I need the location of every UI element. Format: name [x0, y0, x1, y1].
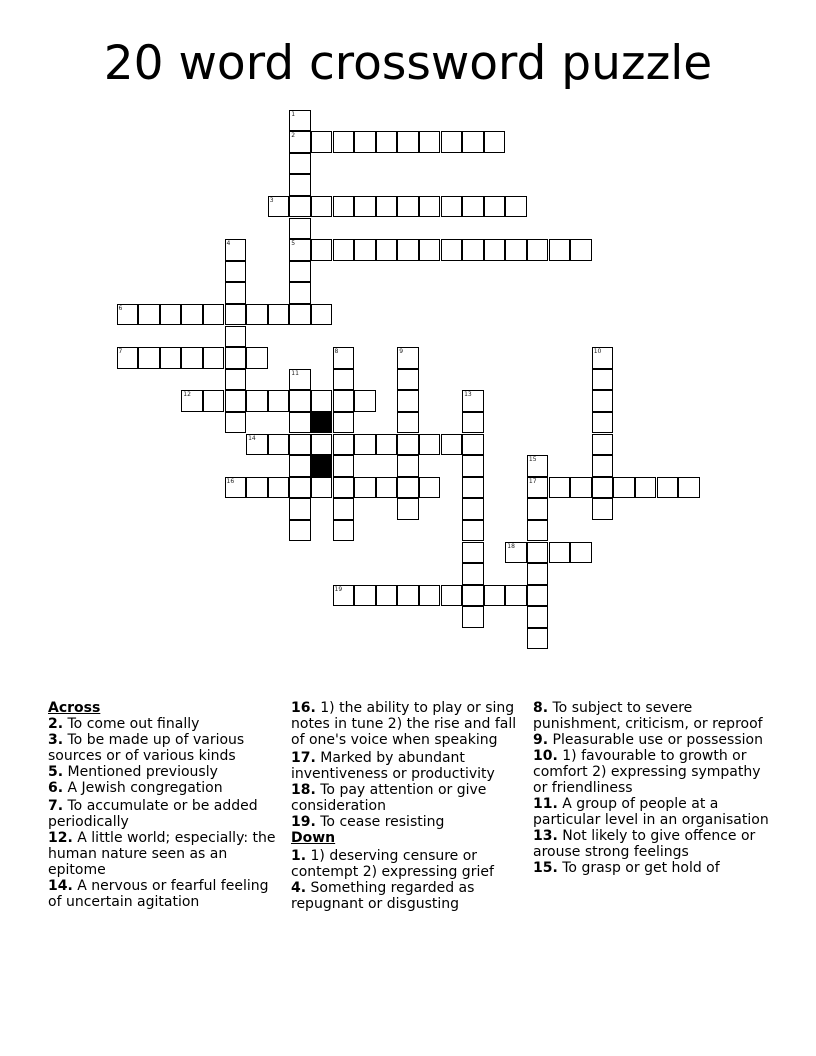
- grid-cell[interactable]: [333, 196, 355, 218]
- grid-cell[interactable]: [462, 196, 484, 218]
- grid-cell[interactable]: [268, 304, 290, 326]
- clue-number-label: 11: [291, 369, 299, 377]
- grid-cell[interactable]: [613, 477, 635, 499]
- puzzle-title: 20 word crossword puzzle: [103, 36, 713, 91]
- grid-cell[interactable]: [311, 390, 333, 412]
- grid-cell[interactable]: [657, 477, 679, 499]
- grid-cell[interactable]: [441, 239, 463, 261]
- grid-cell[interactable]: [289, 304, 311, 326]
- grid-cell[interactable]: [592, 347, 614, 369]
- clue-text: 1) favourable to growth or comfort 2) expressing sympathy or friendliness: [533, 748, 761, 796]
- clue-text: To come out finally: [63, 716, 200, 732]
- grid-cell[interactable]: [289, 261, 311, 283]
- grid-cell[interactable]: [397, 369, 419, 391]
- grid-cell[interactable]: [333, 455, 355, 477]
- clue-number-label: 6: [118, 304, 123, 312]
- grid-cell[interactable]: [203, 304, 225, 326]
- clue-number-label: 14: [248, 434, 256, 442]
- clue-number-label: 5: [291, 240, 296, 248]
- grid-cell[interactable]: [397, 347, 419, 369]
- clue-across-12: [48, 830, 280, 878]
- grid-cell[interactable]: [462, 412, 484, 434]
- clue-number: 8.: [533, 700, 549, 716]
- grid-cell[interactable]: [268, 477, 290, 499]
- grid-cell[interactable]: [484, 131, 506, 153]
- clue-number: 18.: [291, 782, 316, 798]
- grid-cell[interactable]: [203, 390, 225, 412]
- grid-cell[interactable]: [354, 477, 376, 499]
- grid-cell[interactable]: [462, 585, 484, 607]
- clue-text: Not likely to give offence or arouse strong feelings: [533, 828, 756, 860]
- clue-number-label: 10: [593, 348, 602, 356]
- clue-across-2: [48, 716, 280, 732]
- clue-text: Something regarded as repugnant or disgusting: [291, 880, 475, 912]
- clue-text: Marked by abundant inventiveness or productivity: [291, 750, 495, 782]
- clue-down-13: [533, 828, 773, 860]
- clue-number: 9.: [533, 732, 549, 748]
- grid-cell[interactable]: [333, 498, 355, 520]
- clue-number-label: 4: [226, 240, 231, 248]
- grid-cell[interactable]: [397, 390, 419, 412]
- clue-number-label: 7: [118, 348, 123, 356]
- clue-text: A group of people at a particular level in an organisation: [533, 796, 769, 828]
- grid-cell[interactable]: [289, 455, 311, 477]
- grid-cell[interactable]: [289, 153, 311, 175]
- grid-cell[interactable]: [462, 455, 484, 477]
- grid-cell[interactable]: [462, 563, 484, 585]
- black-cell: [311, 455, 333, 477]
- grid-cell[interactable]: [592, 434, 614, 456]
- clue-number: 11.: [533, 796, 558, 812]
- grid-cell[interactable]: [354, 585, 376, 607]
- grid-cell[interactable]: [333, 347, 355, 369]
- grid-cell[interactable]: [289, 218, 311, 240]
- grid-cell[interactable]: [376, 196, 398, 218]
- clue-number-label: 1: [291, 110, 296, 118]
- clue-number-label: 13: [464, 391, 472, 399]
- grid-cell[interactable]: [225, 282, 247, 304]
- clue-down-15: [533, 860, 773, 876]
- grid-cell[interactable]: [441, 131, 463, 153]
- grid-cell[interactable]: [635, 477, 657, 499]
- grid-cell[interactable]: [527, 606, 549, 628]
- clue-text: To grasp or get hold of: [557, 860, 720, 876]
- grid-cell[interactable]: [397, 585, 419, 607]
- grid-cell[interactable]: [311, 196, 333, 218]
- clue-column-1: [48, 700, 280, 910]
- clue-text: 1) the ability to play or sing notes in tune 2) the rise and fall of one's voice when speaking: [291, 700, 517, 748]
- clue-number: 17.: [291, 750, 316, 766]
- grid-cell[interactable]: [376, 239, 398, 261]
- grid-cell[interactable]: [268, 196, 290, 218]
- grid-cell[interactable]: [570, 542, 592, 564]
- grid-cell[interactable]: [289, 239, 311, 261]
- grid-cell[interactable]: [462, 390, 484, 412]
- grid-cell[interactable]: [527, 563, 549, 585]
- clue-number: 3.: [48, 732, 64, 748]
- grid-cell[interactable]: [484, 196, 506, 218]
- grid-cell[interactable]: [289, 110, 311, 132]
- grid-cell[interactable]: [225, 304, 247, 326]
- clue-across-7: [48, 798, 280, 830]
- clue-number: 15.: [533, 860, 558, 876]
- grid-cell[interactable]: [333, 369, 355, 391]
- grid-cell[interactable]: [225, 261, 247, 283]
- across-heading: Across: [48, 700, 101, 716]
- clue-number: 4.: [291, 880, 307, 896]
- grid-cell[interactable]: [289, 520, 311, 542]
- clue-number-label: 19: [334, 585, 343, 593]
- grid-cell[interactable]: [376, 477, 398, 499]
- grid-cell[interactable]: [397, 239, 419, 261]
- grid-cell[interactable]: [160, 304, 182, 326]
- grid-cell[interactable]: [549, 542, 571, 564]
- grid-cell[interactable]: [333, 585, 355, 607]
- grid-cell[interactable]: [225, 369, 247, 391]
- clue-number-label: 2: [291, 132, 296, 140]
- grid-cell[interactable]: [419, 585, 441, 607]
- grid-cell[interactable]: [311, 304, 333, 326]
- grid-cell[interactable]: [311, 239, 333, 261]
- grid-cell[interactable]: [289, 412, 311, 434]
- grid-cell[interactable]: [138, 304, 160, 326]
- clue-text: To cease resisting: [315, 814, 445, 830]
- grid-cell[interactable]: [419, 239, 441, 261]
- grid-cell[interactable]: [570, 477, 592, 499]
- clue-text: Mentioned previously: [63, 764, 218, 780]
- grid-cell[interactable]: [419, 434, 441, 456]
- grid-cell[interactable]: [181, 390, 203, 412]
- clue-text: To subject to severe punishment, criticism, or reproof: [533, 700, 763, 732]
- grid-cell[interactable]: [397, 434, 419, 456]
- clue-text: To pay attention or give consideration: [291, 782, 487, 814]
- grid-cell[interactable]: [462, 239, 484, 261]
- grid-cell[interactable]: [462, 131, 484, 153]
- grid-cell[interactable]: [592, 390, 614, 412]
- clue-number: 1.: [291, 848, 307, 864]
- grid-cell[interactable]: [397, 412, 419, 434]
- grid-cell[interactable]: [354, 434, 376, 456]
- grid-cell[interactable]: [333, 477, 355, 499]
- grid-cell[interactable]: [160, 347, 182, 369]
- grid-cell[interactable]: [289, 174, 311, 196]
- grid-cell[interactable]: [268, 390, 290, 412]
- clue-text: A nervous or fearful feeling of uncertain agitation: [48, 878, 269, 910]
- clue-number: 2.: [48, 716, 64, 732]
- clue-across-18: [291, 782, 527, 814]
- grid-cell[interactable]: [419, 477, 441, 499]
- grid-cell[interactable]: [225, 477, 247, 499]
- grid-cell[interactable]: [549, 477, 571, 499]
- clue-text: A little world; especially: the human nature seen as an epitome: [48, 830, 276, 878]
- clue-number: 16.: [291, 700, 316, 716]
- grid-cell[interactable]: [527, 239, 549, 261]
- crossword-grid: [117, 110, 717, 670]
- grid-cell[interactable]: [419, 131, 441, 153]
- grid-cell[interactable]: [527, 585, 549, 607]
- clue-across-3: [48, 732, 280, 764]
- grid-cell[interactable]: [462, 477, 484, 499]
- clue-text: 1) deserving censure or contempt 2) expressing grief: [291, 848, 494, 880]
- grid-cell[interactable]: [462, 434, 484, 456]
- grid-cell[interactable]: [462, 498, 484, 520]
- grid-cell[interactable]: [592, 369, 614, 391]
- grid-cell[interactable]: [570, 239, 592, 261]
- grid-cell[interactable]: [333, 239, 355, 261]
- grid-cell[interactable]: [527, 520, 549, 542]
- grid-cell[interactable]: [397, 196, 419, 218]
- clue-text: Pleasurable use or possession: [548, 732, 763, 748]
- grid-cell[interactable]: [441, 196, 463, 218]
- clue-column-2: [291, 700, 527, 912]
- grid-cell[interactable]: [354, 239, 376, 261]
- clue-across-17: [291, 750, 527, 782]
- clue-number: 10.: [533, 748, 558, 764]
- clue-number-label: 8: [334, 348, 339, 356]
- grid-cell[interactable]: [484, 239, 506, 261]
- grid-cell[interactable]: [289, 390, 311, 412]
- grid-cell[interactable]: [419, 196, 441, 218]
- clue-number-label: 18: [507, 542, 515, 550]
- grid-cell[interactable]: [117, 347, 139, 369]
- grid-cell[interactable]: [354, 131, 376, 153]
- grid-cell[interactable]: [246, 304, 268, 326]
- grid-cell[interactable]: [354, 196, 376, 218]
- grid-cell[interactable]: [527, 455, 549, 477]
- grid-cell[interactable]: [397, 131, 419, 153]
- grid-cell[interactable]: [289, 196, 311, 218]
- clue-number: 5.: [48, 764, 64, 780]
- clue-number: 13.: [533, 828, 558, 844]
- clue-down-4: [291, 880, 527, 912]
- grid-cell[interactable]: [246, 347, 268, 369]
- grid-cell[interactable]: [462, 606, 484, 628]
- grid-cell[interactable]: [678, 477, 700, 499]
- clue-number-label: 15: [528, 456, 537, 464]
- grid-cell[interactable]: [246, 434, 268, 456]
- grid-cell[interactable]: [505, 239, 527, 261]
- grid-cell[interactable]: [397, 455, 419, 477]
- grid-cell[interactable]: [225, 412, 247, 434]
- black-cell: [311, 412, 333, 434]
- grid-cell[interactable]: [246, 477, 268, 499]
- grid-cell[interactable]: [311, 434, 333, 456]
- clue-down-10: [533, 748, 773, 796]
- grid-cell[interactable]: [333, 390, 355, 412]
- clue-across-5: [48, 764, 280, 780]
- grid-cell[interactable]: [441, 434, 463, 456]
- grid-cell[interactable]: [289, 282, 311, 304]
- grid-cell[interactable]: [181, 304, 203, 326]
- grid-cell[interactable]: [138, 347, 160, 369]
- grid-cell[interactable]: [484, 585, 506, 607]
- grid-cell[interactable]: [592, 412, 614, 434]
- grid-cell[interactable]: [333, 131, 355, 153]
- clue-number-label: 17: [528, 477, 537, 485]
- grid-cell[interactable]: [505, 542, 527, 564]
- grid-cell[interactable]: [225, 347, 247, 369]
- clue-number: 14.: [48, 878, 73, 894]
- clue-across-16: [291, 700, 527, 748]
- grid-cell[interactable]: [505, 196, 527, 218]
- grid-cell[interactable]: [441, 585, 463, 607]
- grid-cell[interactable]: [117, 304, 139, 326]
- grid-cell[interactable]: [527, 542, 549, 564]
- grid-cell[interactable]: [376, 585, 398, 607]
- grid-cell[interactable]: [592, 498, 614, 520]
- clue-number: 6.: [48, 780, 64, 796]
- clue-number-label: 9: [399, 348, 404, 356]
- grid-cell[interactable]: [592, 455, 614, 477]
- clue-down-11: [533, 796, 773, 828]
- grid-cell[interactable]: [225, 390, 247, 412]
- grid-cell[interactable]: [462, 542, 484, 564]
- down-heading: Down: [291, 830, 336, 846]
- grid-cell[interactable]: [527, 498, 549, 520]
- grid-cell[interactable]: [311, 131, 333, 153]
- grid-cell[interactable]: [376, 434, 398, 456]
- grid-cell[interactable]: [549, 239, 571, 261]
- grid-cell[interactable]: [354, 390, 376, 412]
- clue-number-label: 12: [183, 391, 191, 399]
- grid-cell[interactable]: [268, 434, 290, 456]
- clue-down-9: [533, 732, 773, 748]
- clue-text: A Jewish congregation: [63, 780, 223, 796]
- grid-cell[interactable]: [333, 520, 355, 542]
- clue-down-8: [533, 700, 773, 732]
- grid-cell[interactable]: [289, 498, 311, 520]
- clue-down-1: [291, 848, 527, 880]
- grid-cell[interactable]: [225, 239, 247, 261]
- grid-cell[interactable]: [333, 434, 355, 456]
- clue-across-14: [48, 878, 280, 910]
- grid-cell[interactable]: [289, 434, 311, 456]
- grid-cell[interactable]: [376, 131, 398, 153]
- grid-cell[interactable]: [397, 498, 419, 520]
- grid-cell[interactable]: [181, 347, 203, 369]
- grid-cell[interactable]: [333, 412, 355, 434]
- clue-across-6: [48, 780, 280, 796]
- grid-cell[interactable]: [289, 477, 311, 499]
- grid-cell[interactable]: [246, 390, 268, 412]
- grid-cell[interactable]: [311, 477, 333, 499]
- grid-cell[interactable]: [527, 477, 549, 499]
- grid-cell[interactable]: [225, 326, 247, 348]
- clue-column-3: [533, 700, 773, 876]
- clue-number-label: 16: [226, 477, 235, 485]
- clue-number: 7.: [48, 798, 64, 814]
- grid-cell[interactable]: [397, 477, 419, 499]
- grid-cell[interactable]: [289, 369, 311, 391]
- grid-cell[interactable]: [527, 628, 549, 650]
- grid-cell[interactable]: [505, 585, 527, 607]
- clue-number: 12.: [48, 830, 73, 846]
- clue-text: To be made up of various sources or of various kinds: [48, 732, 245, 764]
- grid-cell[interactable]: [289, 131, 311, 153]
- grid-cell[interactable]: [462, 520, 484, 542]
- clue-text: To accumulate or be added periodically: [48, 798, 258, 830]
- grid-cell[interactable]: [203, 347, 225, 369]
- clue-number-label: 3: [269, 196, 274, 204]
- clue-number: 19.: [291, 814, 316, 830]
- grid-cell[interactable]: [592, 477, 614, 499]
- clue-across-19: [291, 814, 527, 830]
